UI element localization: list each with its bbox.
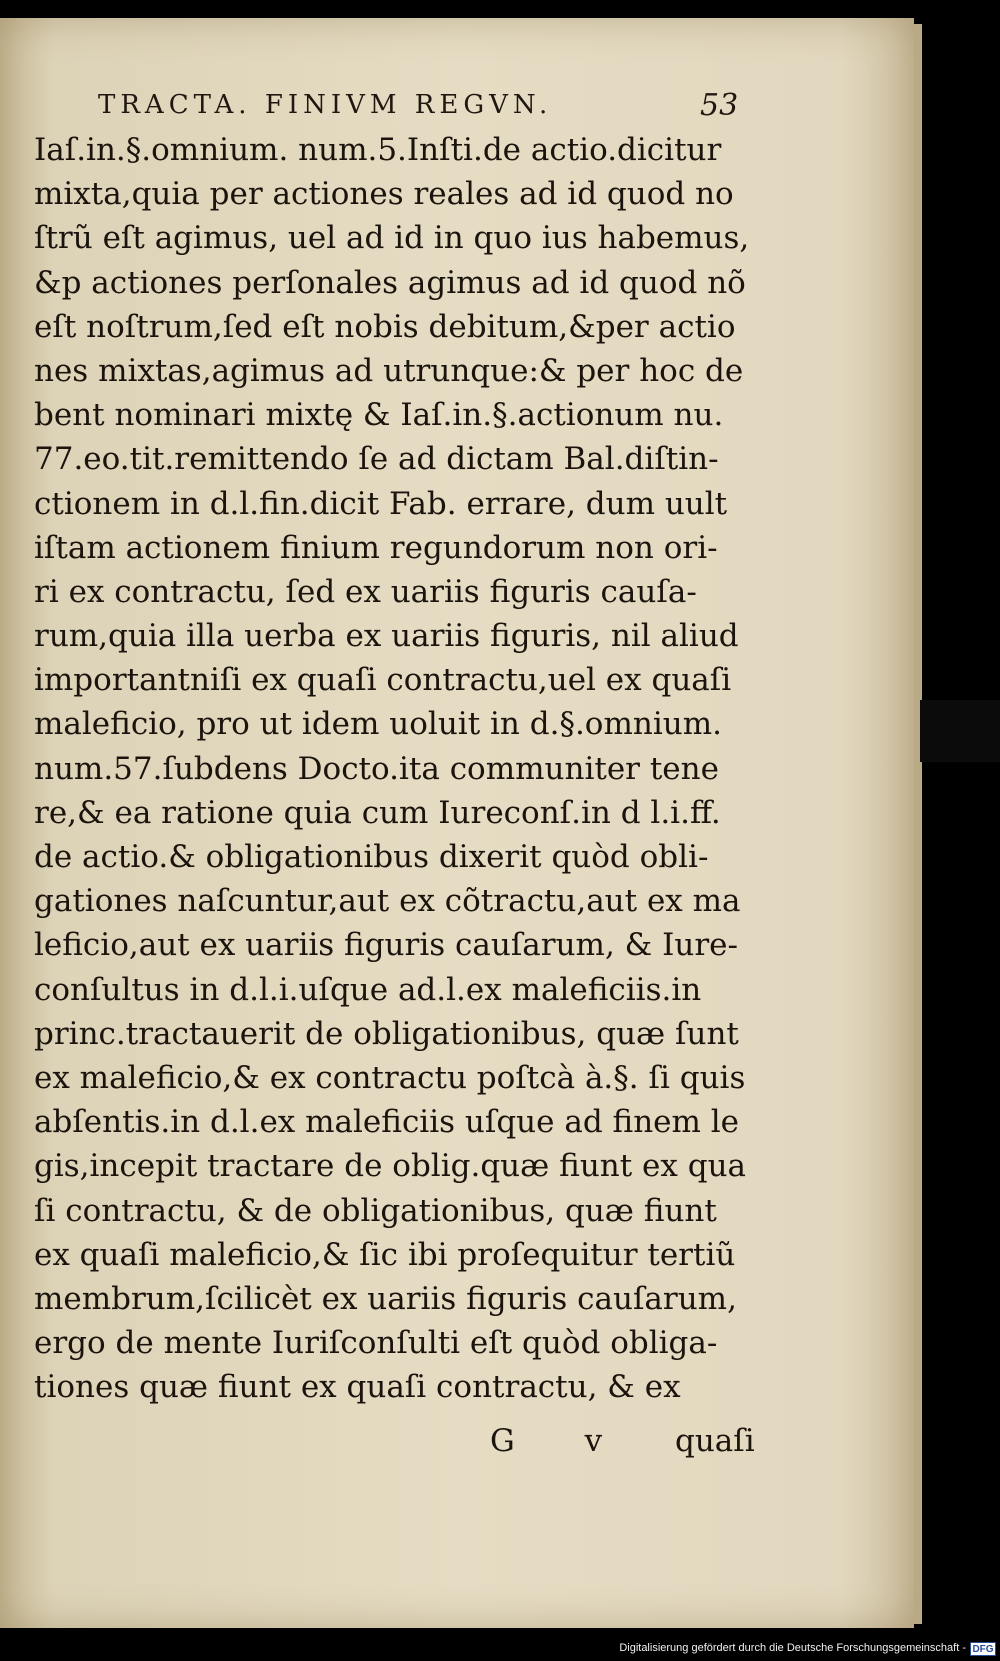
text-line: ſtrũ eſt agimus, uel ad id in quo ius habemus, [34, 220, 750, 257]
text-block [34, 128, 774, 1409]
text-line: &p actiones perſonales agimus ad id quod nõ [34, 264, 746, 301]
text-line: conſultus in d.l.i.uſque ad.l.ex maleficiis.in [34, 971, 702, 1008]
text-line: ctionem in d.l.fin.dicit Fab. errare, dum uult [34, 485, 728, 522]
text-line: bent nominari mixtę & Iaſ.in.§.actionum nu. [34, 397, 724, 434]
digitization-credit: Digitalisierung gefördert durch die Deutsche Forschungsgemeinschaft - [619, 1642, 966, 1654]
text-line: gis,incepit tractare de oblig.quæ fiunt ex qua [34, 1148, 747, 1185]
text-line: ſi contractu, & de obligationibus, quæ fiunt [34, 1192, 717, 1229]
text-line: tiones quæ fiunt ex quaſi contractu, & ex [34, 1369, 681, 1406]
dfg-logo: DFG [970, 1642, 996, 1656]
signature-mark: G v [490, 1423, 633, 1459]
page-tab-marker [920, 700, 1000, 762]
text-line: eſt noſtrum,ſed eſt nobis debitum,&per actio [34, 308, 736, 345]
text-line: ergo de mente Iuriſconſulti eſt quòd obliga- [34, 1325, 718, 1362]
text-line: num.57.ſubdens Docto.ita communiter tene [34, 750, 719, 787]
text-line: de actio.& obligationibus dixerit quòd obli- [34, 839, 709, 875]
running-head: TRACTA. FINIVM REGVN. [98, 90, 553, 120]
page-edge [914, 24, 922, 1624]
text-line: 77.eo.tit.remittendo ſe ad dictam Bal.diſtin- [34, 441, 719, 478]
text-line: nes mixtas,agimus ad utrunque:& per hoc de [34, 352, 744, 389]
text-line: abſentis.in d.l.ex maleficiis uſque ad finem le [34, 1104, 740, 1141]
text-line: ex quaſi maleficio,& ſic ibi proſequitur tertiũ [34, 1236, 736, 1273]
catchword: quaſi [675, 1423, 755, 1459]
text-line: ex maleficio,& ex contractu poſtcà à.§. ſi quis [34, 1059, 746, 1096]
text-line: re,& ea ratione quia cum Iureconſ.in d l.i.ff. [34, 794, 721, 831]
text-line: Iaſ.in.§.omnium. num.5.Inſti.de actio.dicitur [34, 132, 722, 168]
text-line: gationes naſcuntur,aut ex cõtractu,aut ex ma [34, 883, 741, 920]
book-page [0, 18, 914, 1628]
text-line: iſtam actionem finium regundorum non ori- [34, 529, 718, 566]
text-line: ri ex contractu, ſed ex uariis figuris cauſa- [34, 573, 697, 610]
text-line: mixta,quia per actiones reales ad id quod no [34, 176, 734, 213]
page-number: 53 [700, 88, 739, 123]
text-line: importantniſi ex quaſi contractu,uel ex quaſi [34, 662, 732, 699]
text-line: leficio,aut ex uariis figuris cauſarum, & Iure- [34, 927, 738, 964]
text-line: princ.tractauerit de obligationibus, quæ ſunt [34, 1015, 739, 1052]
text-line: maleficio, pro ut idem uoluit in d.§.omnium. [34, 706, 722, 743]
text-line: membrum,ſcilicèt ex uariis figuris cauſarum, [34, 1280, 737, 1317]
text-line: rum,quia illa uerba ex uariis figuris, nil aliud [34, 618, 739, 655]
